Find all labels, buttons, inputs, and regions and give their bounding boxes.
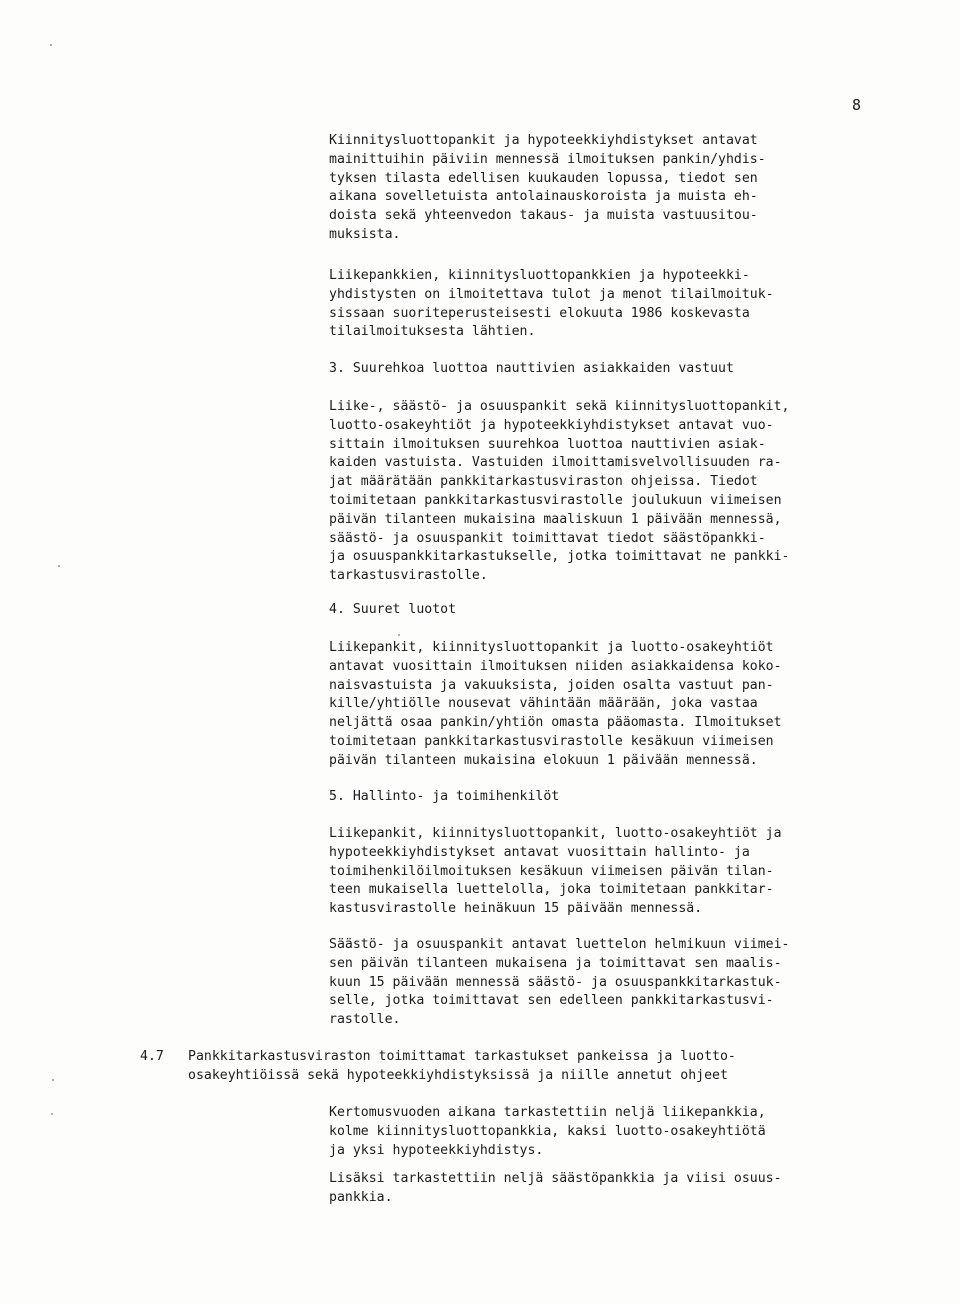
scan-speck: [52, 1079, 54, 1081]
section-heading-4: 4. Suuret luotot: [329, 602, 457, 617]
paragraph-additional-inspections: Lisäksi tarkastettiin neljä säästöpankkia ja viisi osuus- pankkia.: [329, 1171, 782, 1205]
section-heading-5: 5. Hallinto- ja toimihenkilöt: [329, 789, 560, 804]
scan-speck: [398, 634, 400, 636]
page-number: 8: [852, 96, 862, 114]
section-title-4-7: Pankkitarkastusviraston toimittamat tarkastukset pankeissa ja luotto- osakeyhtiöissä sekä hypoteekkiyhdistyksissä ja niille annetut ohjeet: [188, 1049, 736, 1083]
paragraph-inspections: Kertomusvuoden aikana tarkastettiin neljä liikepankkia, kolme kiinnitysluottopankkia, kaksi luotto-osakeyhtiötä ja yksi hypoteekkiyhdistys.: [329, 1105, 766, 1158]
paragraph-reporting-obligations: Kiinnitysluottopankit ja hypoteekkiyhdistykset antavat mainittuihin päiviin mennessä ilmoituksen pankin/yhdis- tyksen tilasta edellisen kuukauden lopussa, tiedot sen aikana sovelletuista antolainauskoroista ja muista eh- doista sekä yhteenvedon takaus- ja muista vastuusitou- muksista.: [329, 133, 766, 242]
scan-speck: [50, 44, 52, 46]
scan-speck: [58, 565, 60, 567]
paragraph-large-loans: Liikepankit, kiinnitysluottopankit ja luotto-osakeyhtiöt antavat vuosittain ilmoituksen niiden asiakkaidensa koko- naisvastuista ja vakuuksista, joiden osalta vastuut pan- kille/yhtiölle nousevat vähintään määrään, joka vastaa neljättä osaa pankin/yhtiön omasta pääomasta. Ilmoitukset toimitetaan pankkitarkastusvirastolle kesäkuun viimeisen päivän tilanteen mukaisina elokuun 1 päivään mennessä.: [329, 640, 782, 768]
paragraph-income-expenses: Liikepankkien, kiinnitysluottopankkien ja hypoteekki- yhdistysten on ilmoitettava tulot ja menot tilailmoituk- sissaan suoriteperusteisesti elokuuta 1986 koskevasta tilailmoituksesta lähtien.: [329, 268, 774, 340]
scan-speck: [51, 1113, 53, 1115]
paragraph-savings-cooperative: Säästö- ja osuuspankit antavat luettelon helmikuun viimei- sen päivän tilanteen mukaisena ja toimittavat sen maalis- kuun 15 päivään mennessä säästö- ja osuuspankkitarkastuk- selle, jotka toimittavat sen edelleen pankkitarkastusvi- rastolle.: [329, 937, 790, 1028]
section-number-4-7: 4.7: [140, 1049, 164, 1064]
section-heading-3: 3. Suurehkoa luottoa nauttivien asiakkaiden vastuut: [329, 361, 734, 376]
paragraph-management-staff: Liikepankit, kiinnitysluottopankit, luotto-osakeyhtiöt ja hypoteekkiyhdistykset antavat vuosittain hallinto- ja toimihenkilöilmoituksen kesäkuun viimeisen päivän tilan- teen mukaisella luettelolla, joka toimitetaan pankkitar- kastusvirastolle heinäkuun 15 päivään mennessä.: [329, 826, 782, 917]
paragraph-large-customers: Liike-, säästö- ja osuuspankit sekä kiinnitysluottopankit, luotto-osakeyhtiöt ja hypoteekkiyhdistykset antavat vuo- sittain ilmoituksen suurehkoa luottoa nauttivien asiak- kaiden vastuista. Vastuiden ilmoittamisvelvollisuuden ra- jat määrätään pankkitarkastusviraston ohjeissa. Tiedot toimitetaan pankkitarkastusvirastolle joulukuun viimeisen päivän tilanteen mukaisina maaliskuun 1 päivään mennessä, säästö- ja osuuspankit toimittavat tiedot säästöpankki- ja osuuspankkitarkastukselle, jotka toimittavat ne pankki- tarkastusvirastolle.: [329, 399, 790, 584]
